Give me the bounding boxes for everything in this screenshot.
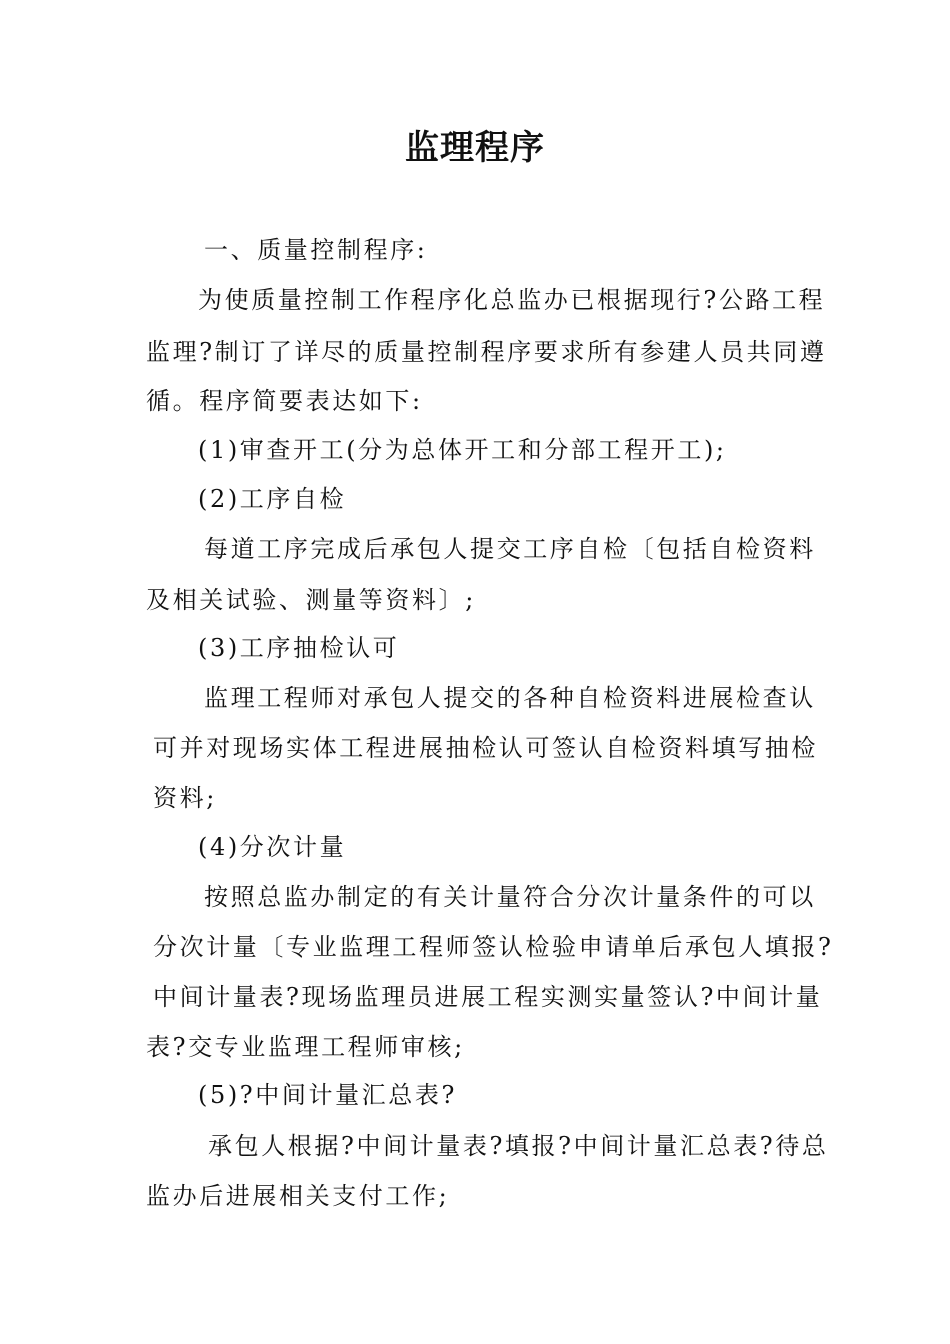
- section-heading: 一、质量控制程序:: [204, 236, 428, 264]
- item-3-heading: (3)工序抽检认可: [198, 634, 400, 662]
- item-2-text-line-1: 每道工序完成后承包人提交工序自检〔包括自检资料: [204, 535, 816, 563]
- intro-line-3: 循。程序简要表达如下:: [146, 387, 423, 415]
- item-4-text-line-1: 按照总监办制定的有关计量符合分次计量条件的可以: [204, 883, 816, 911]
- item-4-heading: (4)分次计量: [198, 833, 347, 861]
- item-4-text-line-3: 中间计量表?现场监理员进展工程实测实量签认?中间计量: [153, 983, 823, 1011]
- page-title: 监理程序: [405, 128, 545, 168]
- item-5-text-line-1: 承包人根据?中间计量表?填报?中间计量汇总表?待总: [208, 1132, 829, 1160]
- item-4-text-line-2: 分次计量〔专业监理工程师签认检验申请单后承包人填报?: [153, 933, 834, 961]
- item-2-heading: (2)工序自检: [198, 485, 347, 513]
- item-4-text-line-4: 表?交专业监理工程师审核;: [146, 1033, 465, 1061]
- item-3-text-line-1: 监理工程师对承包人提交的各种自检资料进展检查认: [204, 684, 816, 712]
- intro-line-2: 监理?制订了详尽的质量控制程序要求所有参建人员共同遵: [146, 338, 827, 366]
- item-3-text-line-2: 可并对现场实体工程进展抽检认可签认自检资料填写抽检: [153, 734, 818, 762]
- item-5-text-line-2: 监办后进展相关支付工作;: [146, 1182, 450, 1210]
- item-1-heading: (1)审查开工(分为总体开工和分部工程开工);: [198, 436, 727, 464]
- item-5-heading: (5)?中间计量汇总表?: [198, 1081, 457, 1109]
- item-3-text-line-3: 资料;: [153, 784, 217, 812]
- intro-line-1: 为使质量控制工作程序化总监办已根据现行?公路工程: [198, 286, 826, 314]
- item-2-text-line-2: 及相关试验、测量等资料〕;: [146, 586, 476, 614]
